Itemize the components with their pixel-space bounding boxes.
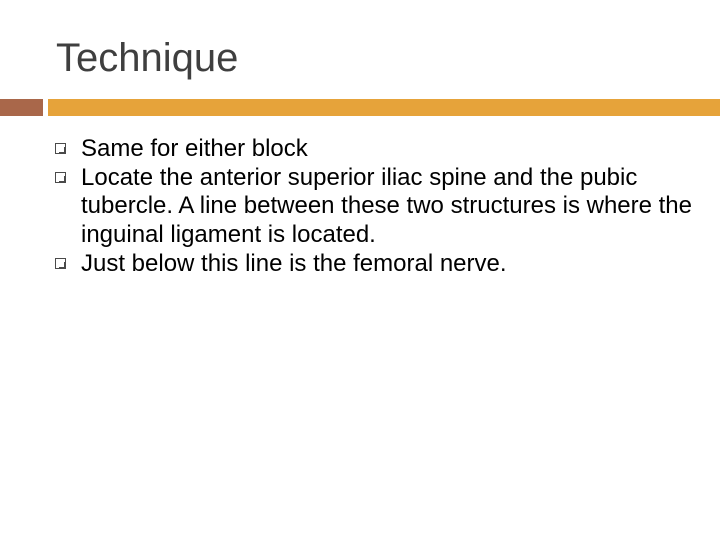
square-bullet-icon [55, 143, 66, 154]
slide-title: Technique [56, 36, 239, 80]
title-divider-accent-right [48, 99, 720, 116]
bullet-item [0, 164, 701, 250]
title-divider-accent-left [0, 99, 43, 116]
bullet-text: Locate the anterior superior iliac spine and the pubic tubercle. A line between these two structures is where the inguinal ligament is located. [81, 163, 693, 249]
bullet-list [0, 135, 720, 279]
bullet-item [0, 135, 701, 164]
bullet-text: Just below this line is the femoral nerve. [81, 249, 507, 277]
bullet-item [0, 250, 701, 279]
square-bullet-icon [55, 258, 66, 269]
bullet-text: Same for either block [81, 135, 308, 162]
square-bullet-icon [55, 172, 66, 183]
